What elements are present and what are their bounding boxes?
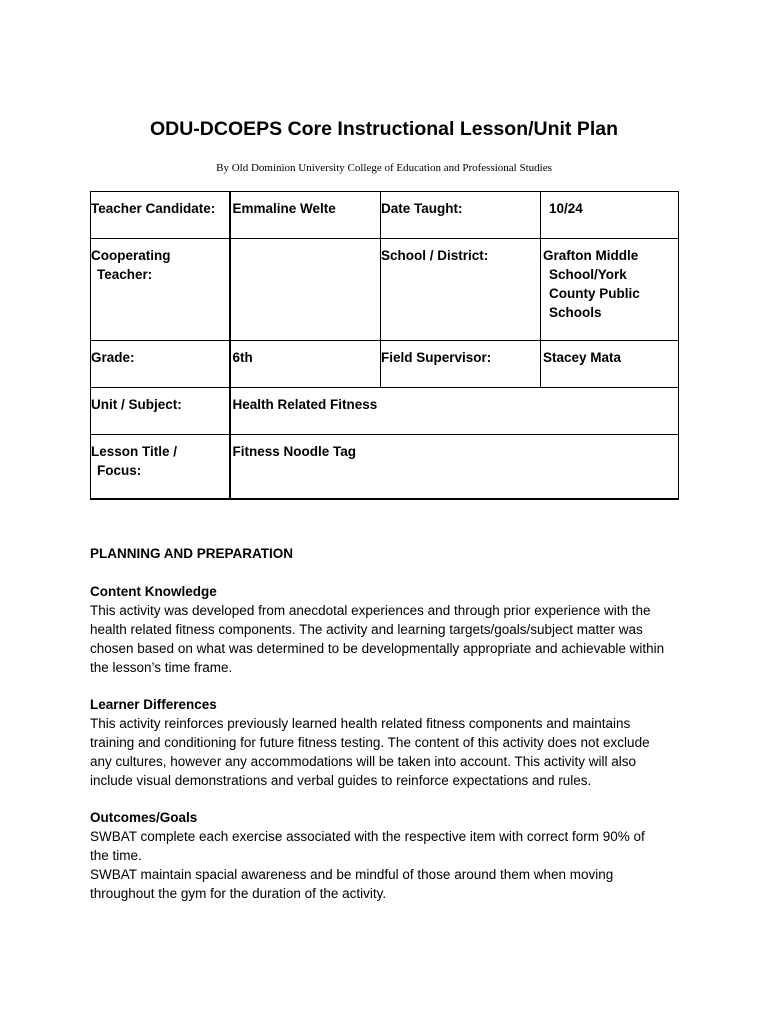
document-title: ODU-DCOEPS Core Instructional Lesson/Unit Plan (149, 118, 619, 140)
school-district-value-line-4: Schools (549, 305, 602, 320)
paragraph-line: chosen based on what was determined to be developmentally appropriate and achievable within (90, 641, 665, 656)
outcomes-goals-section (90, 808, 690, 903)
teacher-candidate-value: Emmaline Welte (230, 192, 381, 239)
paragraph-line: This activity reinforces previously learned health related fitness components and maintains (90, 716, 631, 731)
lesson-title-label-line-2: Focus: (97, 463, 142, 478)
table-row (91, 435, 679, 499)
field-supervisor-label: Field Supervisor: (381, 341, 541, 388)
table-row (91, 239, 679, 341)
unit-subject-label: Unit / Subject: (91, 388, 230, 435)
unit-subject-value: Health Related Fitness (230, 388, 679, 435)
field-supervisor-value: Stacey Mata (541, 341, 679, 388)
document-subtitle: By Old Dominion University College of Education and Professional Studies (216, 162, 552, 174)
school-district-value-line-2: School/York (549, 267, 627, 282)
cooperating-teacher-label-line-1: Cooperating (91, 248, 171, 263)
school-district-value-line-3: County Public (549, 286, 640, 301)
paragraph-line: include visual demonstrations and verbal guides to reinforce expectations and rules. (90, 773, 592, 788)
learner-differences-section (90, 695, 690, 790)
school-district-value (541, 239, 679, 341)
paragraph-line: SWBAT maintain spacial awareness and be mindful of those around them when moving (90, 867, 614, 882)
cooperating-teacher-label (91, 239, 230, 341)
lesson-title-label (91, 435, 230, 499)
teacher-candidate-label: Teacher Candidate: (91, 192, 230, 239)
paragraph-line: throughout the gym for the duration of the activity. (90, 886, 387, 901)
paragraph-line: health related fitness components. The activity and learning targets/goals/subject matter was (90, 622, 643, 637)
grade-label: Grade: (91, 341, 230, 388)
planning-heading-block (90, 544, 690, 563)
cooperating-teacher-label-line-2: Teacher: (97, 267, 153, 282)
cooperating-teacher-value (230, 239, 381, 341)
planning-heading: PLANNING AND PREPARATION (90, 546, 294, 561)
paragraph-line: SWBAT complete each exercise associated with the respective item with correct form 90% of (90, 829, 645, 844)
paragraph-line: the time. (90, 848, 142, 863)
table-row (91, 192, 679, 239)
date-taught-label: Date Taught: (381, 192, 541, 239)
school-district-label: School / District: (381, 239, 541, 341)
content-knowledge-section (90, 582, 690, 677)
paragraph-line: This activity was developed from anecdotal experiences and through prior experience with the (90, 603, 651, 618)
lesson-info-table (90, 191, 679, 500)
lesson-title-label-line-1: Lesson Title / (91, 444, 178, 459)
paragraph-line: the lesson’s time frame. (90, 660, 233, 675)
lesson-title-value: Fitness Noodle Tag (230, 435, 679, 499)
school-district-value-line-1: Grafton Middle (543, 248, 639, 263)
table-row (91, 388, 679, 435)
date-taught-value: 10/24 (541, 192, 679, 239)
table-row (91, 341, 679, 388)
grade-value: 6th (230, 341, 381, 388)
paragraph-line: training and conditioning for future fitness testing. The content of this activity does not exclude (90, 735, 650, 750)
outcomes-goals-heading: Outcomes/Goals (90, 810, 198, 825)
learner-differences-heading: Learner Differences (90, 697, 217, 712)
paragraph-line: any cultures, however any accommodations will be taken into account. This activity will also (90, 754, 637, 769)
content-knowledge-heading: Content Knowledge (90, 584, 217, 599)
